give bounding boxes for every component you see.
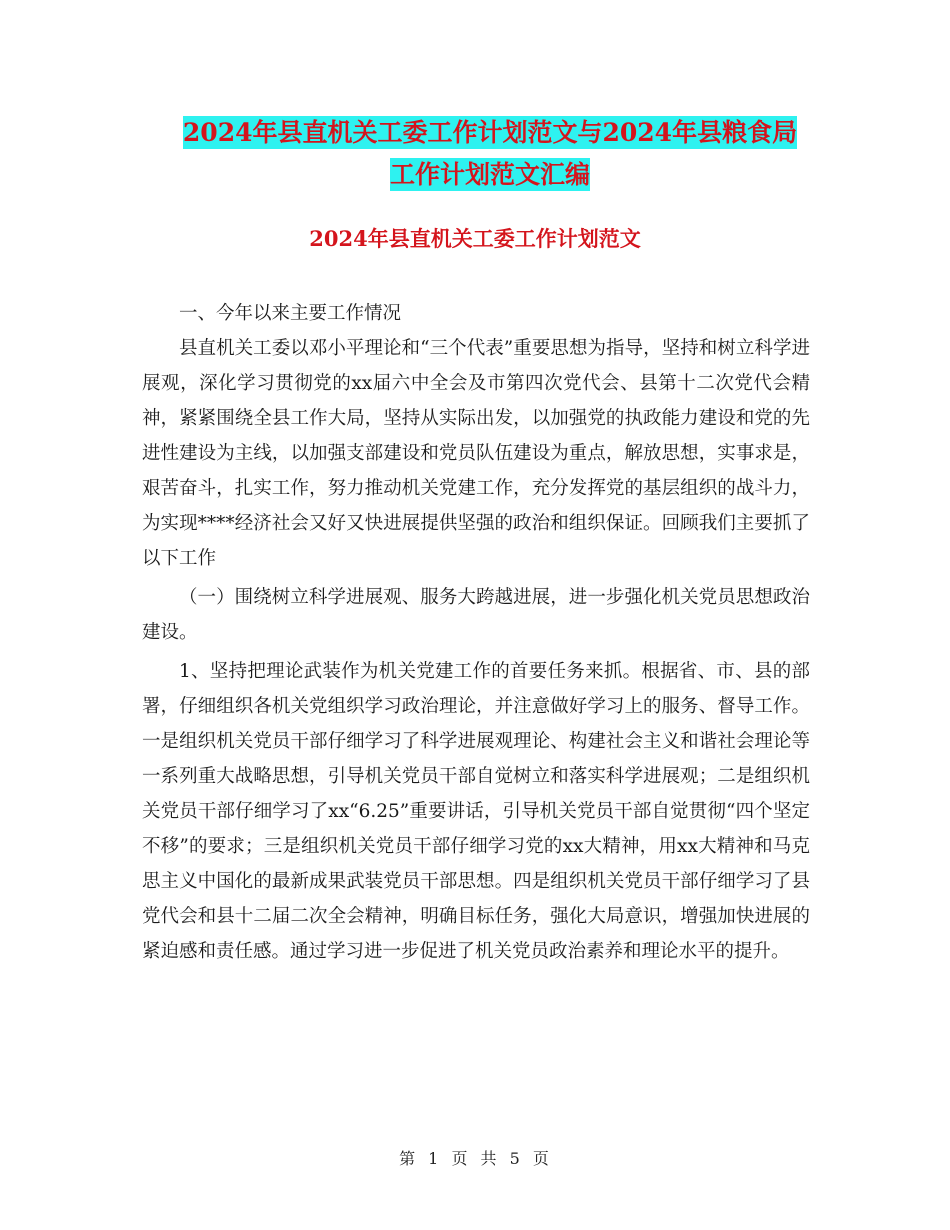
paragraph: 县直机关工委以邓小平理论和“三个代表”重要思想为指导，坚持和树立科学进展观，深化学习贯彻党的xx届六中全会及市第四次党代会、县第十二次党代会精神，紧紧围绕全县工作大局，坚持从实际出发，以加强党的执政能力建设和党的先进性建设为主线，以加强支部建设和党员队伍建设为重点，解放思想，实事求是，艰苦奋斗，扎实工作，努力推动机关党建工作，充分发挥党的基层组织的战斗力，为实现****经济社会又好又快进展提供坚强的政治和组织保证。回顾我们主要抓了以下工作 <box>142 338 810 569</box>
paragraph-heading: 一、今年以来主要工作情况 <box>179 303 402 324</box>
title-line-1: 2024年县直机关工委工作计划范文与2024年县粮食局 <box>182 118 798 147</box>
document-title <box>140 112 840 196</box>
page-number: 第 1 页 共 5 页 <box>399 1149 551 1168</box>
document-body <box>142 296 810 969</box>
title-line-2: 工作计划范文汇编 <box>389 160 590 189</box>
section-title: 2024年县直机关工委工作计划范文 <box>309 226 641 251</box>
paragraph-subheading: （一）围绕树立科学进展观、服务大跨越进展，进一步强化机关党员思想政治建设。 <box>142 587 810 643</box>
paragraph: 1、坚持把理论武装作为机关党建工作的首要任务来抓。根据省、市、县的部署，仔细组织各机关党组织学习政治理论，并注意做好学习上的服务、督导工作。一是组织机关党员干部仔细学习了科学进展观理论、构建社会主义和谐社会理论等一系列重大战略思想，引导机关党员干部自觉树立和落实科学进展观；二是组织机关党员干部仔细学习了xx“6.25”重要讲话，引导机关党员干部自觉贯彻“四个坚定不移”的要求；三是组织机关党员干部仔细学习党的xx大精神，用xx大精神和马克思主义中国化的最新成果武装党员干部思想。四是组织机关党员干部仔细学习了县党代会和县十二届二次全会精神，明确目标任务，强化大局意识，增强加快进展的紧迫感和责任感。通过学习进一步促进了机关党员政治素养和理论水平的提升。 <box>142 661 810 962</box>
